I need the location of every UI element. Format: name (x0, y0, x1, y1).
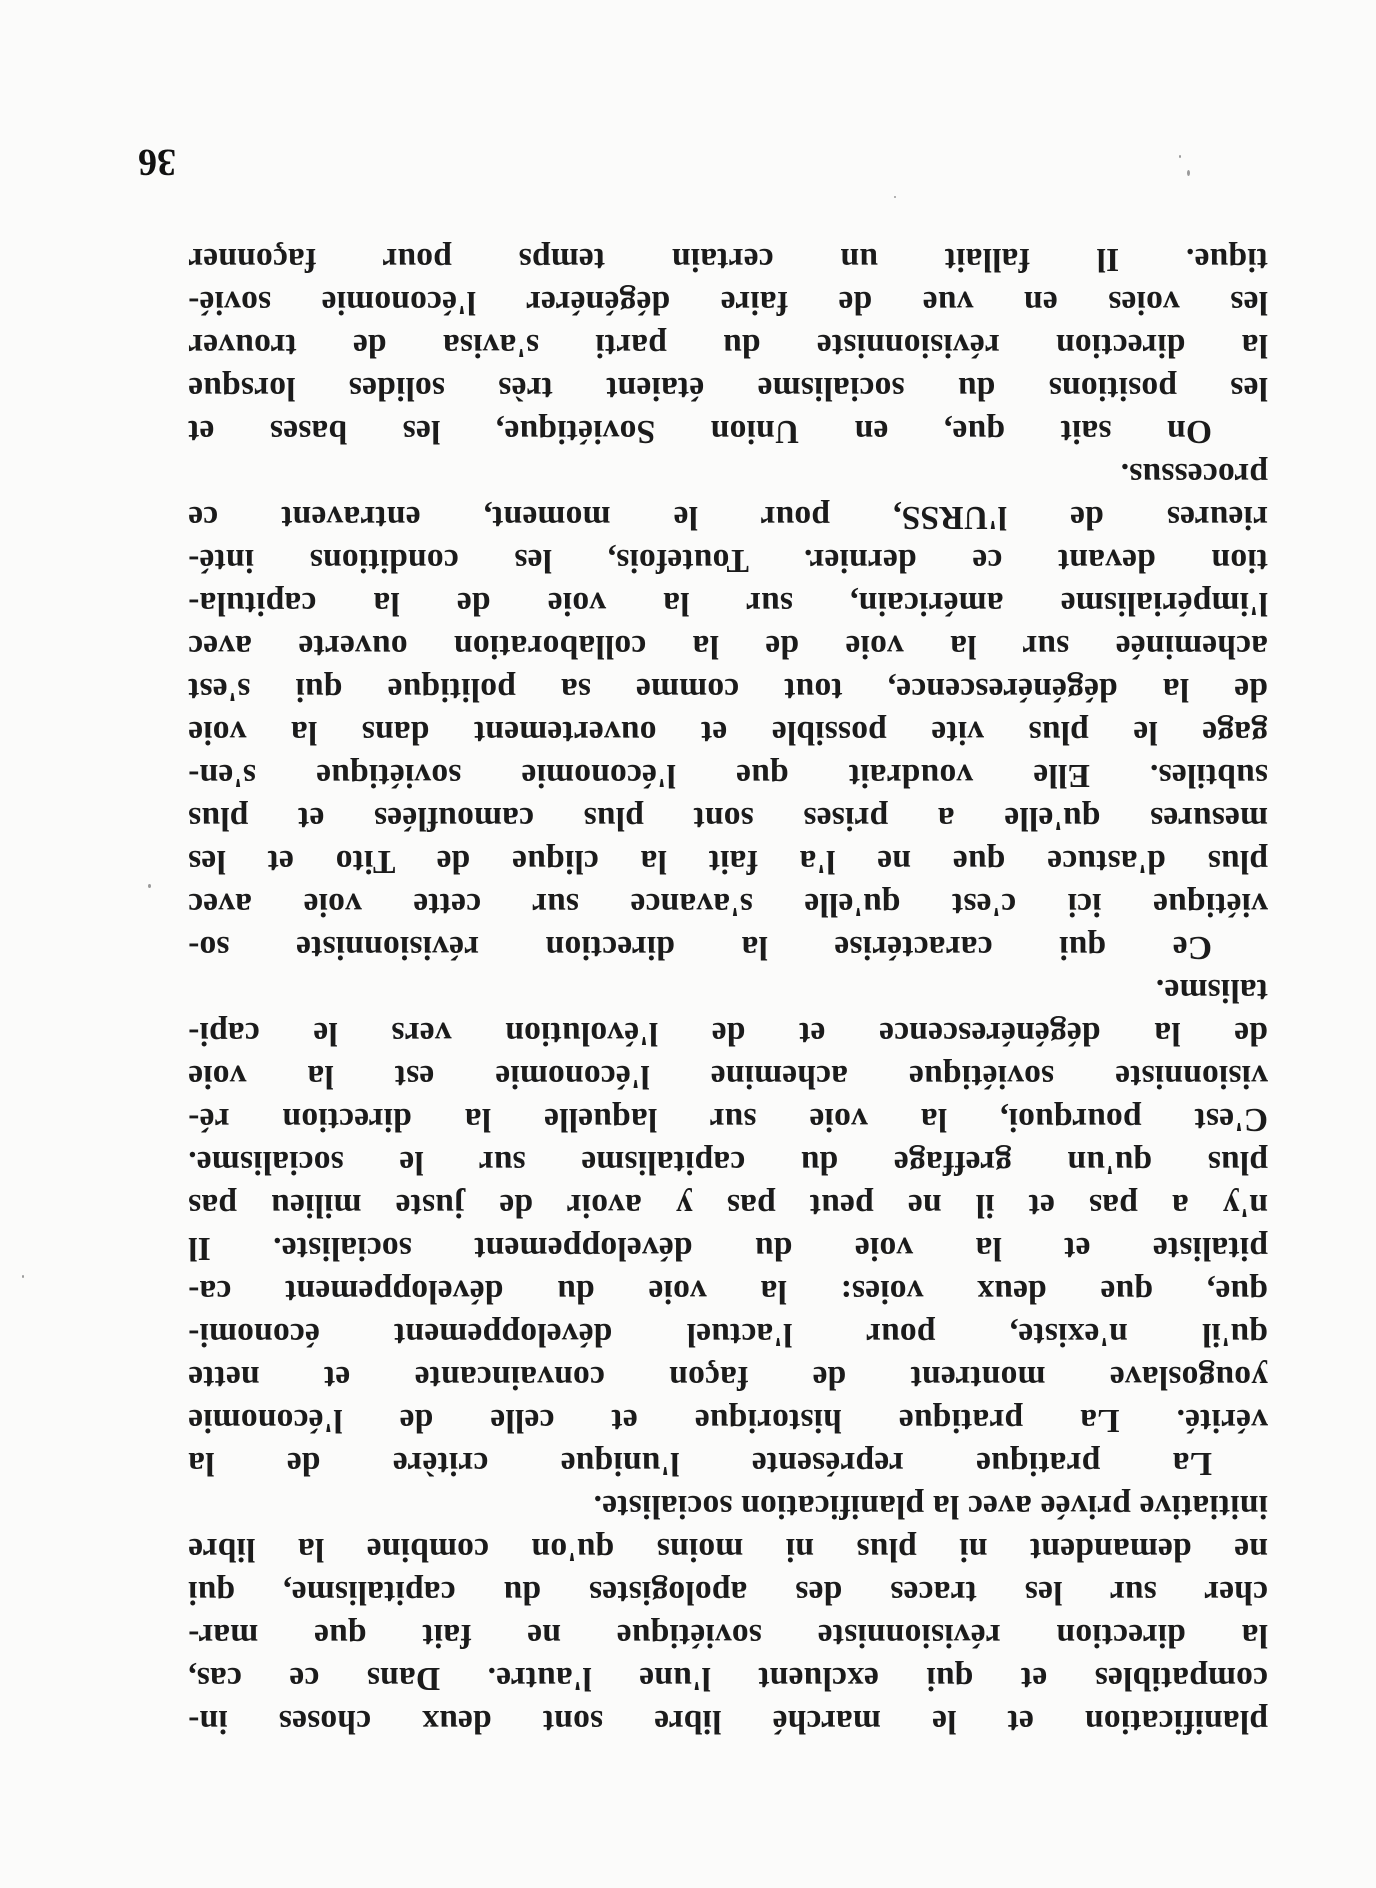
text-line: viétique ici c'est qu'elle s'avance sur cette voie avec (188, 886, 1268, 923)
text-line: la direction révisionniste soviétique ne fait que mar- (188, 1617, 1268, 1654)
text-line: gage le plus vite possible et ouvertement dans la voie (188, 714, 1268, 751)
text-line: qu'il n'existe, pour l'actuel développement économi- (188, 1316, 1268, 1353)
text-line: cher sur les traces des apologistes du capitalisme, qui (188, 1574, 1268, 1611)
text-line: talisme. (1155, 972, 1268, 1009)
text-line: initiative privée avec la planification socialiste. (593, 1488, 1268, 1525)
text-line: tique. Il fallait un certain temps pour façonner (188, 241, 1268, 278)
text-line: rieures de l'URSS, pour le moment, entravent ce (188, 499, 1268, 536)
scan-speck (894, 196, 896, 198)
text-line: les voies en vue de faire dégénérer l'économie sovié- (188, 284, 1268, 321)
text-line: La pratique représente l'unique critère de la (188, 1445, 1212, 1482)
text-line: la direction révisionniste du parti s'avisa de trouver (188, 327, 1268, 364)
scan-speck (22, 1275, 24, 1278)
text-line: yougoslave montrent de façon convaincante et nette (188, 1359, 1268, 1396)
text-line: de la dégénérescence et de l'évolution vers le capi- (188, 1015, 1268, 1052)
page-number: 36 (138, 141, 176, 183)
text-line: C'est pourquoi, la voie sur laquelle la direction ré- (188, 1101, 1268, 1138)
text-line: plus d'astuce que ne l'a fait la clique de Tito et les (188, 843, 1268, 880)
scan-speck (1187, 170, 1190, 176)
scan-speck (1179, 155, 1181, 158)
text-line: n'y a pas et il ne peut pas y avoir de juste milieu pas (188, 1187, 1268, 1224)
text-line: les positions du socialisme étaient très solides lorsque (188, 370, 1268, 407)
text-line: Ce qui caractérise la direction révisionniste so- (188, 929, 1212, 966)
text-line: compatibles et qui excluent l'une l'autre. Dans ce cas, (188, 1660, 1268, 1697)
text-line: l'impérialisme américain, sur la voie de la capitula- (188, 585, 1268, 622)
text-line: pitaliste et la voie du développement socialiste. Il (188, 1230, 1268, 1267)
text-line: tion devant ce dernier. Toutefois, les conditions inté- (188, 542, 1268, 579)
text-line: que, que deux voies: la voie du développement ca- (188, 1273, 1268, 1310)
text-line: ne demandent ni plus ni moins qu'on combine la libre (188, 1531, 1268, 1568)
text-line: vérité. La pratique historique et celle de l'économie (188, 1402, 1268, 1439)
text-line: acheminée sur la voie de la collaboration ouverte avec (188, 628, 1268, 665)
text-line: mesures qu'elle a prises sont plus camouflées et plus (188, 800, 1268, 837)
body-text (188, 238, 1268, 1743)
text-line: planification et le marché libre sont deux choses in- (188, 1703, 1268, 1740)
text-line: subtiles. Elle voudrait que l'économie soviétique s'en- (188, 757, 1268, 794)
text-line: processus. (1120, 456, 1268, 493)
text-line: visionniste soviétique achemine l'économie est la voie (188, 1058, 1268, 1095)
text-line: On sait que, en Union Soviétique, les bases et (188, 413, 1212, 450)
text-line: plus qu'un greffage du capitalisme sur le socialisme. (188, 1144, 1268, 1181)
text-line: de la dégénérescence, tout comme sa politique qui s'est (188, 671, 1268, 708)
scan-speck (148, 884, 151, 888)
